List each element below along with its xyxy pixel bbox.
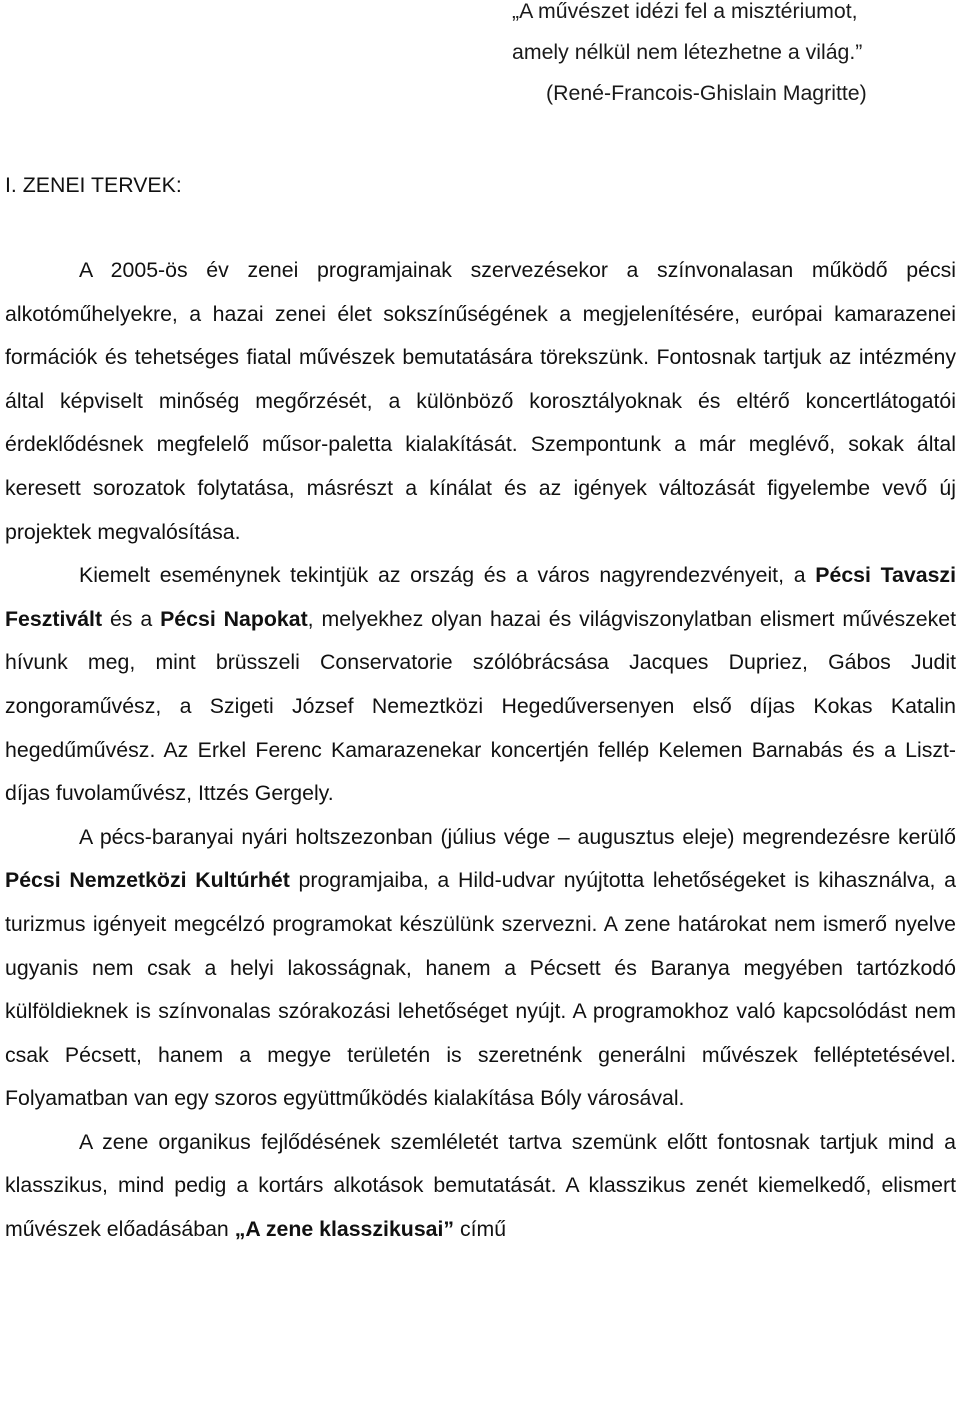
section-heading: I. ZENEI TERVEK: — [5, 173, 182, 197]
paragraph-text: című — [454, 1217, 507, 1242]
paragraph-text: programjaiba, a Hild-udvar nyújtotta lehetőségeket is kihasználva, a turizmus igényeit megcélzó programokat készülünk szervezni. A zene határokat nem ismerő nyelve ugyanis nem csak a helyi lakosságnak, hanem a Pécsett és Baranya megyében tartózkodó külföldieknek is színvonalas szórakozási lehetőséget nyújt. A programokhoz való kapcsolódást nem csak Pécsett, hanem a megye területén is szeretnénk generálni művészek felléptetésével. Folyamatban van egy szoros együttműködés kialakítása Bóly városával. — [5, 868, 956, 1111]
paragraph-4 — [5, 1121, 956, 1252]
paragraph-text: A pécs-baranyai nyári holtszezonban (július vége – augusztus eleje) megrendezésre kerülő — [79, 824, 956, 849]
paragraph-text: és a — [102, 606, 161, 631]
bold-event-name: Pécsi Nemzetközi Kultúrhét — [5, 868, 290, 893]
quote-line: amely nélkül nem létezhetne a világ.” — [512, 40, 863, 64]
epigraph-quote — [512, 0, 952, 114]
bold-event-name: Pécsi Tavaszi Fesztivált — [5, 563, 956, 631]
bold-series-name: „A zene klasszikusai” — [234, 1217, 455, 1242]
paragraph-text: Kiemelt eseménynek tekintjük az ország és a város nagyrendezvényeit, a — [79, 563, 816, 588]
document-body — [5, 249, 956, 1252]
paragraph-1 — [5, 249, 956, 554]
quote-line: „A művészet idézi fel a misztériumot, — [512, 0, 858, 23]
paragraph-text: A zene organikus fejlődésének szemléletét tartva szemünk előtt fontosnak tartjuk mind a klasszikus, mind pedig a kortárs alkotások bemutatását. A klasszikus zenét kiemelkedő, elismert művészek előadásában — [5, 1129, 956, 1242]
paragraph-text: A 2005-ös év zenei programjainak szervezésekor a színvonalasan működő pécsi alkotóműhelyekre, a hazai zenei élet sokszínűségének a megjelenítésére, európai kamarazenei formációk és tehetséges fiatal művészek bemutatására törekszünk. Fontosnak tartjuk az intézmény által képviselt minőség megőrzését, a különböző korosztályoknak és eltérő koncertlátogatói érdeklődésnek megfelelő műsor-paletta kialakítását. Szempontunk a már meglévő, sokak által keresett sorozatok folytatása, másrészt a kínálat és az igények változását figyelembe vevő új projektek megvalósítása. — [5, 258, 956, 544]
paragraph-2 — [5, 554, 956, 816]
bold-event-name: Pécsi Napokat — [160, 606, 308, 631]
paragraph-text: , melyekhez olyan hazai és világviszonylatban elismert művészeket hívunk meg, mint brüsszeli Conservatorie szólóbrácsása Jacques Dupriez, Gábos Judit zongoraművész, a Szigeti József Nemeztközi Hegedűversenyen első díjas Kokas Katalin hegedűművész. Az Erkel Ferenc Kamarazenekar koncertjén fellép Kelemen Barnabás és a Liszt-díjas fuvolaművész, Ittzés Gergely. — [5, 606, 956, 806]
paragraph-3 — [5, 816, 956, 1121]
quote-author: (René-Francois-Ghislain Magritte) — [546, 81, 867, 105]
